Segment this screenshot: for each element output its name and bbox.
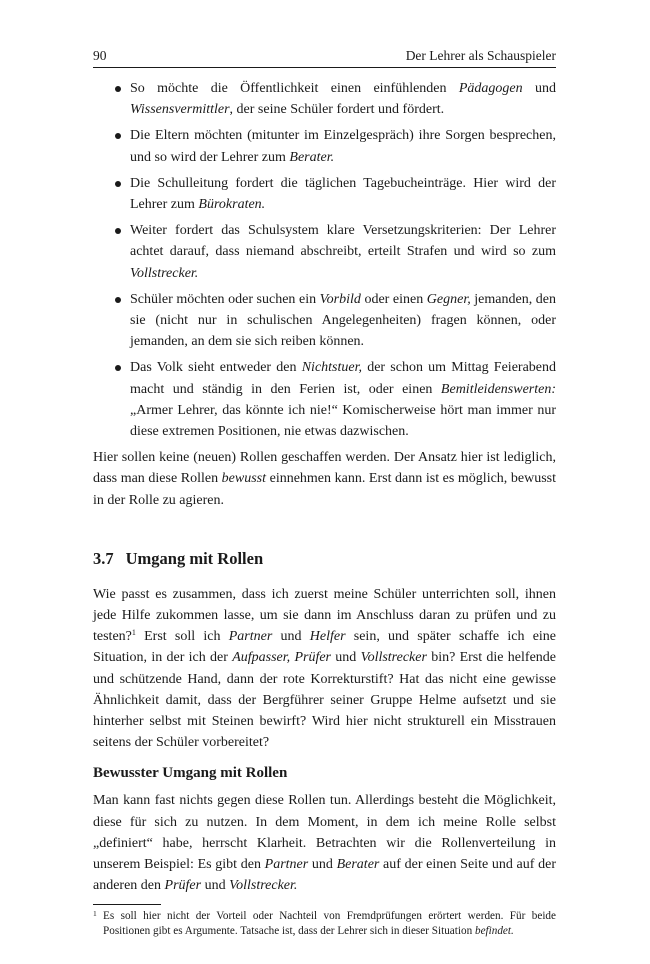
footnote	[93, 909, 556, 940]
footnote-divider	[93, 904, 161, 905]
text-run: „Armer Lehrer, das könnte ich nie!“ Komischerweise hört man immer nur diese extremen Positionen, nie etwas dazwischen.	[130, 402, 556, 440]
text-run: Wie passt es zusammen, dass ich zuerst meine Schüler unterrichten soll, ihnen jede Hilfe zukommen lasse, um sie dann im Anschluss daran zu prüfen und zu testen?	[93, 586, 556, 645]
text-run: Die Schulleitung fordert die täglichen Tagebucheinträge. Hier wird der Lehrer zum	[130, 175, 556, 213]
emphasis: Berater	[336, 857, 380, 873]
text-run: Weiter fordert das Schulsystem klare Versetzungskriterien: Der Lehrer achtet darauf, dass niemand abschreibt, erteilt Strafen und wird so zum	[130, 223, 556, 260]
emphasis: Berater.	[289, 149, 335, 165]
text-run: So möchte die Öffentlichkeit einen einfühlenden	[130, 81, 459, 96]
text-run: auf der einen Seite und auf der anderen den	[93, 857, 556, 894]
emphasis: Pädagogen	[458, 81, 523, 96]
text-run: und	[331, 650, 361, 666]
emphasis: Partner	[264, 857, 309, 873]
text-run: oder einen	[360, 291, 427, 307]
emphasis: Aufpasser, Prüfer	[232, 650, 331, 666]
text-run: Man kann fast nichts gegen diese Rollen tun. Allerdings besteht die Möglichkeit, diese für sich zu nutzen. In dem Moment, in dem ich meine Rolle selbst „definiert“ habe, herrscht Klarheit. Betrachten wir die Rollenverteilung in unserem Beispiel: Es gibt den	[93, 793, 556, 873]
running-header	[93, 46, 556, 68]
emphasis: Vollstrecker.	[130, 265, 199, 281]
emphasis: bewusst	[221, 471, 267, 487]
subsection-paragraph	[93, 790, 556, 896]
emphasis: Vorbild	[319, 291, 361, 307]
text-run: Erst soll ich	[135, 629, 229, 645]
role-list	[93, 78, 556, 442]
emphasis: Helfer	[309, 629, 346, 645]
footnote-text	[103, 910, 556, 938]
intro-paragraph	[93, 447, 556, 511]
text-run: und	[308, 857, 337, 873]
list-item	[114, 357, 556, 442]
emphasis: Nichtstuer,	[301, 360, 362, 376]
footnote-reference: 1	[131, 628, 136, 638]
emphasis: befindet.	[474, 925, 514, 938]
emphasis: Vollstrecker	[360, 650, 427, 666]
book-page	[93, 46, 556, 940]
page-number: 90	[93, 48, 107, 63]
section-number: 3.7	[93, 548, 114, 568]
text-run: sein, und später schaffe ich eine Situation, in der ich der	[93, 629, 557, 666]
emphasis: Prüfer	[164, 878, 202, 894]
text-run: Das Volk sieht entweder den	[130, 360, 302, 376]
emphasis: Gegner,	[426, 291, 471, 307]
text-run: und	[522, 81, 556, 96]
text-run: einnehmen kann. Erst dann ist es möglich, bewusst in der Rolle zu agieren.	[93, 471, 556, 508]
text-run: bin? Erst die helfende und schützende Hand, dann der rote Korrekturstift? Hat das nicht eine gewisse Ähnlichkeit damit, dass der Bergführer seiner Gruppe Helme aufsetzt und sie hinterher selbst mit Steinen bewirft? Wird hier nicht strukturell ein Misstrauen seitens der Schüler vorbereitet?	[93, 650, 556, 751]
list-item	[114, 220, 556, 284]
list-item	[114, 125, 556, 167]
text-run: Hier sollen keine (neuen) Rollen geschaffen werden. Der Ansatz hier ist lediglich, dass man diese Rollen	[93, 450, 556, 487]
emphasis: Bemitleidenswerten:	[440, 381, 556, 397]
subsection-heading: Bewusster Umgang mit Rollen	[93, 765, 288, 782]
running-title: Der Lehrer als Schauspieler	[405, 48, 556, 63]
text-run: und	[272, 629, 310, 645]
footnote-mark: 1	[93, 908, 97, 918]
emphasis: Bürokraten.	[198, 197, 266, 213]
section-heading	[93, 547, 556, 571]
text-run: der schon um Mittag Feierabend macht und ständig in den Ferien ist, oder einen	[130, 360, 556, 397]
text-run: , der seine Schüler fordert und fördert.	[229, 102, 445, 118]
section-paragraph	[93, 584, 556, 754]
text-run: jemanden, den sie (nicht nur in schulischen Angelegenheiten) fragen können, oder jemanden, an dem sie sich reiben können.	[130, 291, 556, 350]
emphasis: Vollstrecker.	[229, 878, 298, 894]
text-run: Die Eltern möchten (mitunter im Einzelgespräch) ihre Sorgen besprechen, und so wird der Lehrer zum	[130, 128, 556, 165]
emphasis: Partner	[228, 629, 273, 645]
text-run: und	[201, 878, 230, 894]
emphasis: Wissensvermittler	[130, 102, 230, 118]
text-run: Es soll hier nicht der Vorteil oder Nachteil von Fremdprüfungen erörtert werden. Für beide Positionen gibt es Argumente. Tatsache ist, dass der Lehrer sich in dieser Situation	[103, 909, 556, 938]
list-item	[114, 173, 556, 215]
list-item	[114, 78, 556, 120]
list-item	[114, 289, 556, 353]
section-title: Umgang mit Rollen	[125, 548, 264, 568]
text-run: Schüler möchten oder suchen ein	[130, 291, 320, 307]
